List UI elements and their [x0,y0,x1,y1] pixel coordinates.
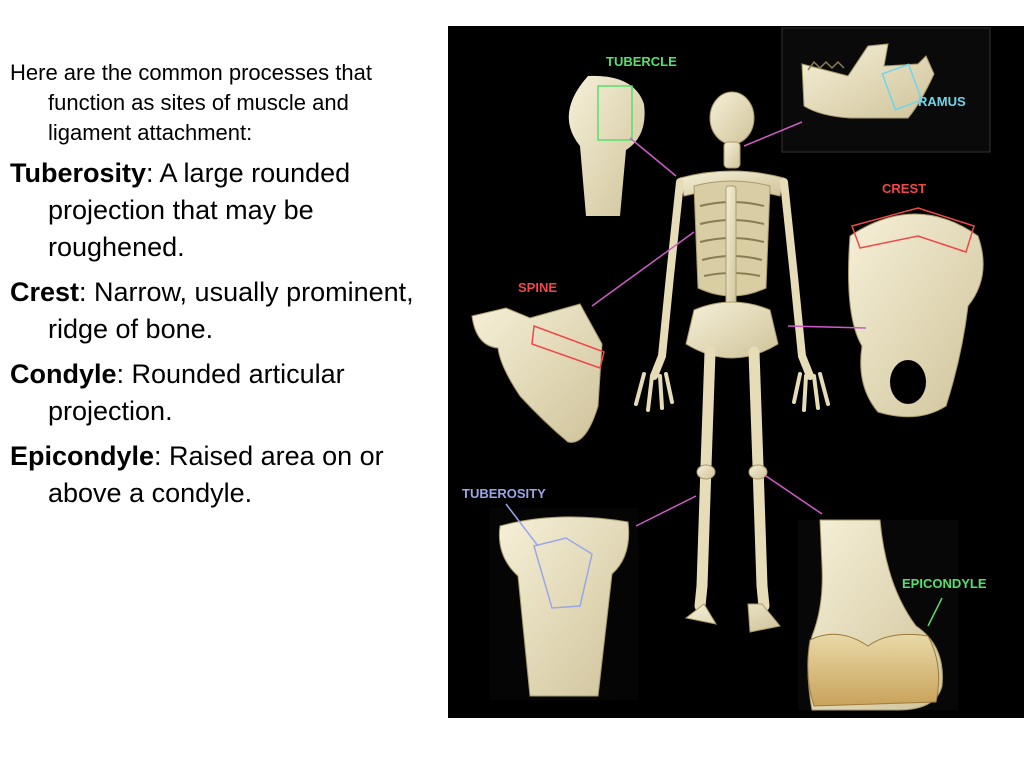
definition-crest [10,274,428,348]
mandible-panel [782,28,990,152]
label-tubercle: TUBERCLE [606,54,677,69]
scapula-bone [472,304,604,442]
label-crest: CREST [882,181,927,196]
skeleton-illustration [448,26,1024,718]
leader-tuberosity [636,496,696,526]
definition-tuberosity [10,155,428,266]
label-tuberosity: TUBEROSITY [462,486,546,501]
text-column [10,58,428,520]
term-epicondyle: Epicondyle [10,441,155,471]
skeleton-figure [448,26,1024,718]
label-ramus: RAMUS [918,94,966,109]
humerus-head-bone [569,76,645,216]
label-spine: SPINE [518,280,558,295]
definition-condyle [10,356,428,430]
term-condyle: Condyle [10,359,117,389]
hip-bone [849,208,984,417]
text-tuberosity: : A large rounded projection that may be roughened. [48,158,351,262]
text-condyle: : Rounded articular projection. [48,359,345,426]
leader-spine [592,232,694,306]
leader-epicondyle [766,476,822,514]
tibia-bone [490,504,638,700]
text-crest: : Narrow, usually prominent, ridge of bone. [48,277,414,344]
text-epicondyle: : Raised area on or above a condyle. [48,441,384,508]
leader-tubercle [630,138,676,176]
term-tuberosity: Tuberosity [10,158,147,188]
intro-text: Here are the common processes that function as sites of muscle and ligament attachment: [10,60,372,145]
term-crest: Crest [10,277,80,307]
definition-epicondyle [10,438,428,512]
label-epicondyle: EPICONDYLE [902,576,987,591]
